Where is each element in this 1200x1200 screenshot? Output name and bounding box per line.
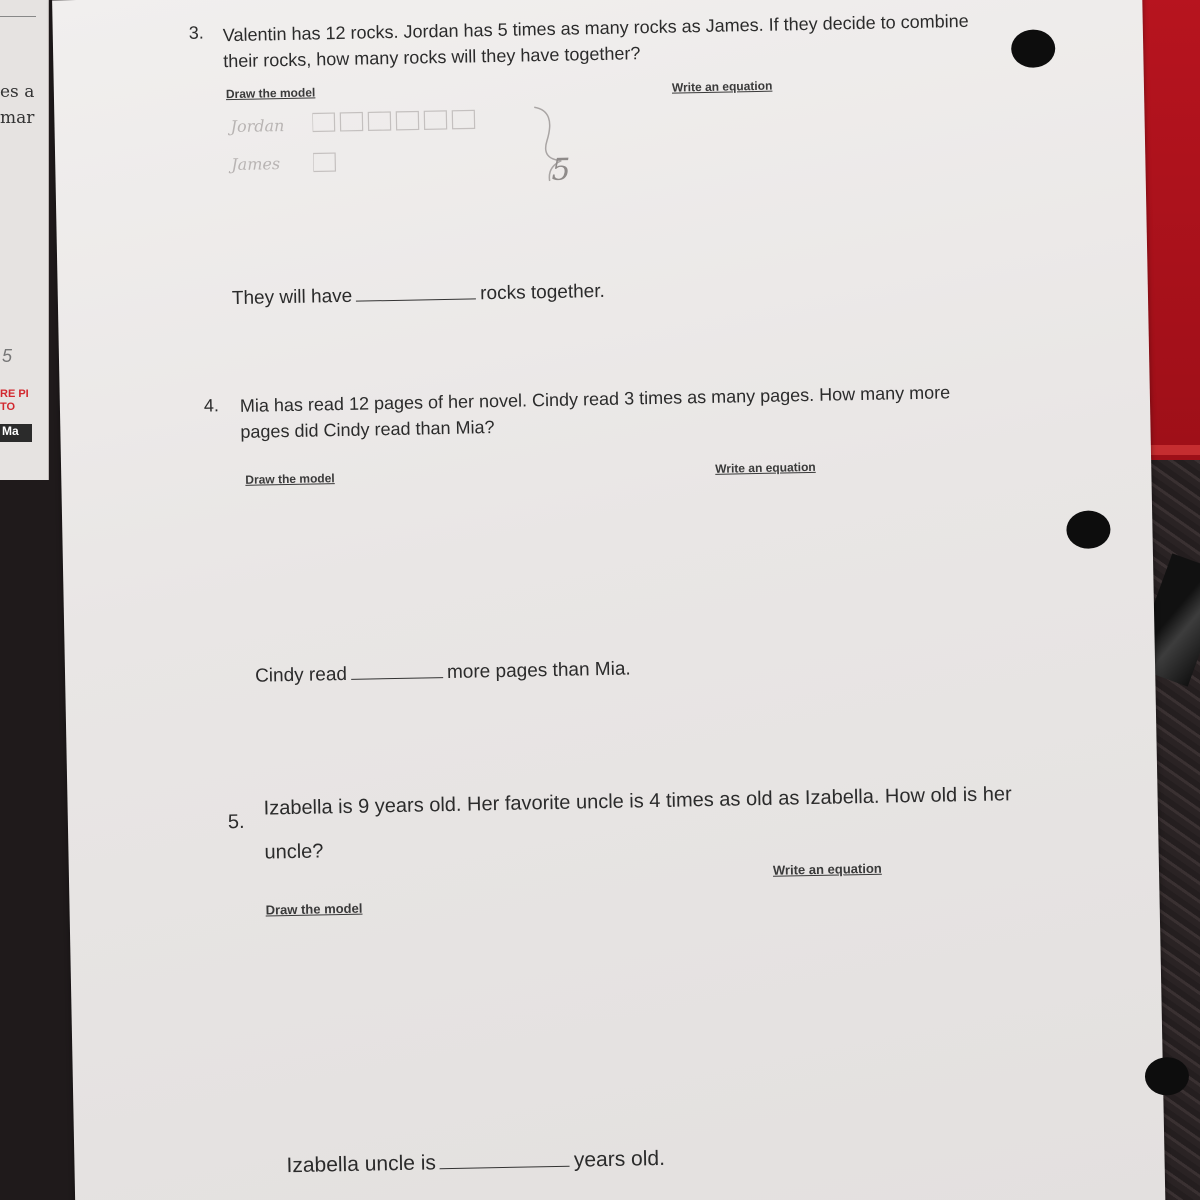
q4-answer-blank[interactable] [351, 661, 443, 680]
q4-answer-suffix: more pages than Mia. [446, 658, 631, 684]
left-partial-page [0, 0, 49, 480]
sketch-james-label: James [231, 154, 281, 175]
q3-answer-prefix: They will have [231, 285, 353, 310]
q4-answer-line [255, 657, 631, 687]
q5-answer-line [286, 1147, 665, 1178]
red-label-line: TO [0, 401, 16, 413]
q3-answer-blank[interactable] [356, 282, 476, 301]
question-5-text: Izabella is 9 years old. Her favorite uncle is 4 times as old as Izabella. How old is her uncle? [263, 783, 1012, 864]
left-page-dark-label: Ma [0, 424, 32, 442]
left-page-scribble: 5 [2, 346, 13, 366]
q4-answer-prefix: Cindy read [254, 663, 348, 687]
q4-write-equation-label: Write an equation [715, 459, 816, 476]
q3-answer-line [232, 280, 605, 310]
question-4-text: Mia has read 12 pages of her novel. Cindy read 3 times as many pages. How many more pages did Cindy read than Mia? [239, 382, 951, 442]
question-3-text: Valentin has 12 rocks. Jordan has 5 times as many rocks as James. If they decide to combine their rocks, how many rocks will they have together? [222, 10, 969, 72]
left-page-word: mar [0, 108, 35, 128]
sketch-jordan-label: Jordan [230, 116, 285, 137]
question-5-number: 5. [227, 810, 245, 834]
q5-answer-blank[interactable] [440, 1150, 570, 1169]
q5-write-equation-label: Write an equation [772, 860, 882, 878]
q5-answer-suffix: years old. [573, 1146, 666, 1172]
punch-hole [1066, 510, 1111, 549]
sketch-brace-label: 5 [551, 152, 571, 188]
tape-diagram-sketch [312, 103, 543, 187]
worksheet-page [52, 0, 1165, 1200]
red-label-line: RE PI [0, 388, 29, 400]
q3-write-equation-label: Write an equation [671, 78, 773, 95]
question-4-number: 4. [203, 395, 220, 416]
q4-draw-model-label: Draw the model [245, 471, 335, 487]
q3-draw-model-label: Draw the model [225, 85, 316, 102]
question-3-number: 3. [188, 22, 204, 43]
q5-answer-prefix: Izabella uncle is [286, 1151, 437, 1178]
punch-hole [1011, 29, 1056, 68]
left-page-rule [0, 16, 36, 17]
q3-answer-suffix: rocks together. [479, 280, 606, 305]
left-page-red-label [0, 388, 29, 414]
q5-draw-model-label: Draw the model [265, 900, 363, 918]
left-page-word: es a [0, 82, 35, 102]
